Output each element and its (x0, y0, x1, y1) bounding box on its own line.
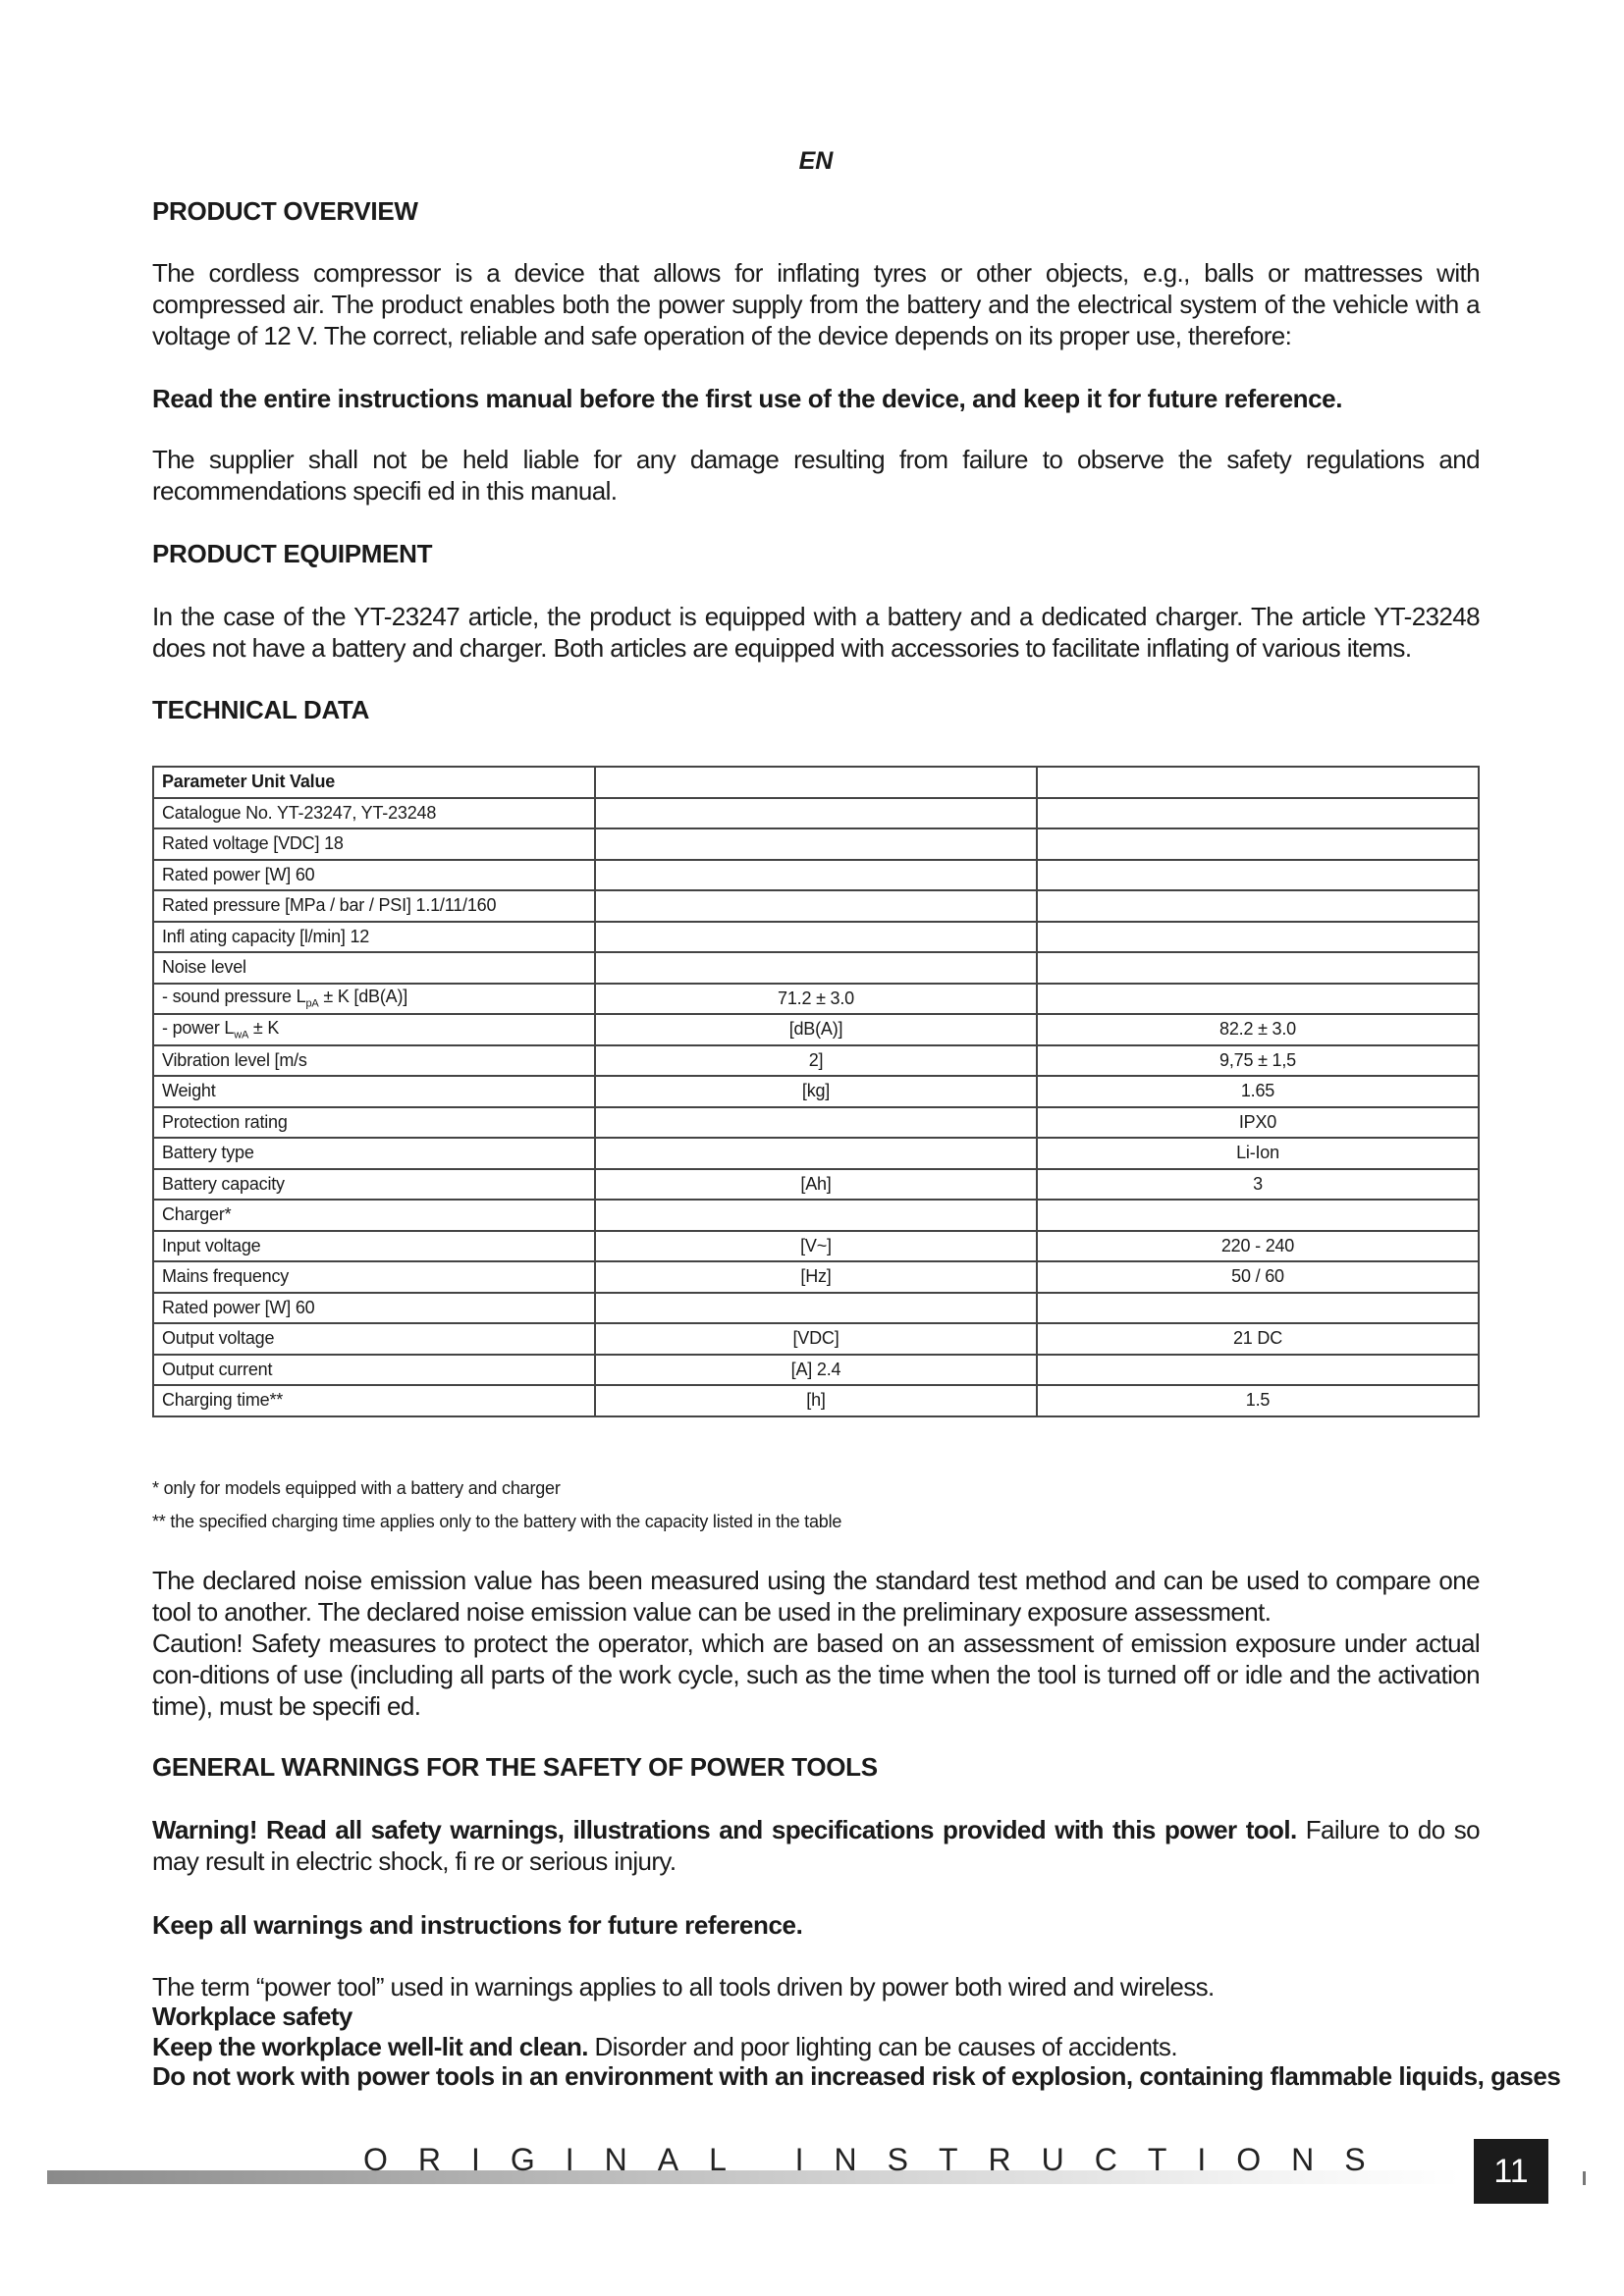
value-cell: Li-Ion (1037, 1138, 1479, 1169)
parameter-cell: Charger* (153, 1200, 595, 1231)
table-row (153, 1014, 1479, 1045)
table-row (153, 860, 1479, 891)
unit-cell (595, 922, 1037, 953)
section-title-technical: TECHNICAL DATA (152, 695, 370, 724)
unit-cell (595, 828, 1037, 860)
subscript: wA (234, 1029, 249, 1041)
value-cell (1037, 860, 1479, 891)
warning-rest: Failure to do so may result in electric shock, fi re or serious injury. (152, 1815, 1481, 1876)
value-cell: 82.2 ± 3.0 (1037, 1014, 1479, 1045)
section-title-equipment: PRODUCT EQUIPMENT (152, 539, 433, 568)
value-cell: 1.65 (1037, 1076, 1479, 1107)
value-cell: 3 (1037, 1169, 1479, 1201)
unit-cell (595, 1138, 1037, 1169)
table-row (153, 798, 1479, 829)
unit-cell: [A] 2.4 (595, 1355, 1037, 1386)
parameter-cell: Rated power [W] 60 (153, 1293, 595, 1324)
technical-data-table (152, 766, 1480, 1417)
footnote-charging-time: ** the specified charging time applies only to the battery with the capacity listed in the table (152, 1512, 842, 1531)
parameter-cell: Charging time** (153, 1385, 595, 1416)
equipment-paragraph: In the case of the YT-23247 article, the product is equipped with a battery and a dedicated charger. The article YT-23248 does not have a battery and charger. Both articles are equipped with accessories to facilitate inflating of various items. (152, 602, 1480, 663)
parameter-cell: Protection rating (153, 1107, 595, 1139)
value-cell (1037, 984, 1479, 1015)
well-lit-paragraph (152, 2031, 1480, 2062)
table-row (153, 1200, 1479, 1231)
unit-cell (595, 890, 1037, 922)
language-label: EN (798, 147, 834, 175)
table-row (153, 1107, 1479, 1139)
unit-cell (595, 1107, 1037, 1139)
parameter-cell: Rated power [W] 60 (153, 860, 595, 891)
unit-cell: [Ah] (595, 1169, 1037, 1201)
well-lit-rest: Disorder and poor lighting can be causes of accidents. (587, 2032, 1177, 2061)
warning-bold: Warning! Read all safety warnings, illustrations and specifications provided with this power tool. (152, 1815, 1297, 1844)
value-cell (1037, 767, 1479, 798)
unit-cell (595, 798, 1037, 829)
unit-cell: [VDC] (595, 1323, 1037, 1355)
well-lit-bold: Keep the workplace well-lit and clean. (152, 2032, 588, 2061)
parameter-cell: Infl ating capacity [l/min] 12 (153, 922, 595, 953)
parameter-cell: Input voltage (153, 1231, 595, 1262)
footer-original-instructions: ORIGINAL INSTRUCTIONS (363, 2142, 1396, 2177)
power-tool-term: The term “power tool” used in warnings applies to all tools driven by power both wired and wireless. (152, 1972, 1215, 2002)
table-row (153, 922, 1479, 953)
parameter-cell: Mains frequency (153, 1261, 595, 1293)
value-cell (1037, 1293, 1479, 1324)
value-cell: IPX0 (1037, 1107, 1479, 1139)
unit-cell (595, 1293, 1037, 1324)
table-row (153, 1231, 1479, 1262)
table-row (153, 1138, 1479, 1169)
unit-cell (595, 952, 1037, 984)
unit-cell: 71.2 ± 3.0 (595, 984, 1037, 1015)
value-cell: 21 DC (1037, 1323, 1479, 1355)
footer-tick (1583, 2171, 1586, 2185)
unit-cell: [Hz] (595, 1261, 1037, 1293)
parameter-cell: Rated voltage [VDC] 18 (153, 828, 595, 860)
parameter-cell: Output current (153, 1355, 595, 1386)
table-row (153, 890, 1479, 922)
workplace-safety-title: Workplace safety (152, 2002, 352, 2031)
unit-suffix: ± K [dB(A)] (318, 987, 408, 1007)
value-cell (1037, 890, 1479, 922)
parameter-cell: - power $L_{wA} \pm K$ (153, 1014, 595, 1045)
value-cell (1037, 922, 1479, 953)
parameter-cell: - sound pressure $L_{pA} \pm K$ [dB(A)] (153, 984, 595, 1015)
unit-cell: [dB(A)] (595, 1014, 1037, 1045)
value-cell: 1.5 (1037, 1385, 1479, 1416)
parameter-cell: Battery capacity (153, 1169, 595, 1201)
unit-cell: [V~] (595, 1231, 1037, 1262)
parameter-cell: Vibration level [m/s (153, 1045, 595, 1077)
unit-cell: 2] (595, 1045, 1037, 1077)
unit-suffix: ± K (248, 1017, 280, 1038)
footnote-charger: * only for models equipped with a battery and charger (152, 1478, 561, 1498)
parameter-cell: Weight (153, 1076, 595, 1107)
keep-warnings-notice: Keep all warnings and instructions for future reference. (152, 1910, 803, 1940)
value-cell: 9,75 ± 1,5 (1037, 1045, 1479, 1077)
value-cell (1037, 828, 1479, 860)
caution-paragraph: Caution! Safety measures to protect the operator, which are based on an assessment of emission exposure under actual con-ditions of use (including all parts of the work cycle, such as the time when the tool is turned off or idle and the activation time), must be specifi ed. (152, 1629, 1480, 1721)
unit-cell (595, 860, 1037, 891)
section-title-general-warnings: GENERAL WARNINGS FOR THE SAFETY OF POWER TOOLS (152, 1752, 878, 1782)
table-header-row (153, 767, 1479, 798)
parameter-cell: Noise level (153, 952, 595, 984)
parameter-cell: Output voltage (153, 1323, 595, 1355)
parameter-cell: Rated pressure [MPa / bar / PSI] 1.1/11/160 (153, 890, 595, 922)
table-row (153, 984, 1479, 1015)
table-row (153, 1355, 1479, 1386)
table-row (153, 1323, 1479, 1355)
value-cell (1037, 952, 1479, 984)
subscript: pA (305, 998, 319, 1011)
value-cell: 50 / 60 (1037, 1261, 1479, 1293)
parameter-cell: Catalogue No. YT-23247, YT-23248 (153, 798, 595, 829)
page-number: 11 (1474, 2139, 1548, 2204)
table-row (153, 1293, 1479, 1324)
section-title-overview: PRODUCT OVERVIEW (152, 196, 418, 226)
table-row (153, 1169, 1479, 1201)
explosion-warning: Do not work with power tools in an environment with an increased risk of explosion, containing flammable liquids, gases (152, 2061, 1561, 2091)
parameter-cell: Parameter Unit Value (153, 767, 595, 798)
value-cell (1037, 1355, 1479, 1386)
liability-paragraph: The supplier shall not be held liable for any damage resulting from failure to observe the safety regulations and recommendations specifi ed in this manual. (152, 445, 1480, 506)
overview-bold-notice: Read the entire instructions manual before the first use of the device, and keep it for future reference. (152, 384, 1343, 413)
table-row (153, 1076, 1479, 1107)
value-cell (1037, 1200, 1479, 1231)
value-cell (1037, 798, 1479, 829)
warning-paragraph (152, 1814, 1480, 1877)
table-row (153, 1045, 1479, 1077)
unit-cell (595, 767, 1037, 798)
value-cell: 220 - 240 (1037, 1231, 1479, 1262)
table-row (153, 952, 1479, 984)
unit-cell (595, 1200, 1037, 1231)
table-row (153, 1385, 1479, 1416)
parameter-cell: Battery type (153, 1138, 595, 1169)
overview-paragraph: The cordless compressor is a device that allows for inflating tyres or other objects, e.g., balls or mattresses with compressed air. The product enables both the power supply from the battery and the electrical system of the vehicle with a voltage of 12 V. The correct, reliable and safe operation of the device depends on its proper use, therefore: (152, 258, 1480, 350)
unit-cell: [h] (595, 1385, 1037, 1416)
noise-paragraph: The declared noise emission value has been measured using the standard test method and can be used to compare one tool to another. The declared noise emission value can be used in the preliminary exposure assessment. (152, 1566, 1480, 1627)
table-row (153, 1261, 1479, 1293)
table-row (153, 828, 1479, 860)
unit-cell: [kg] (595, 1076, 1037, 1107)
